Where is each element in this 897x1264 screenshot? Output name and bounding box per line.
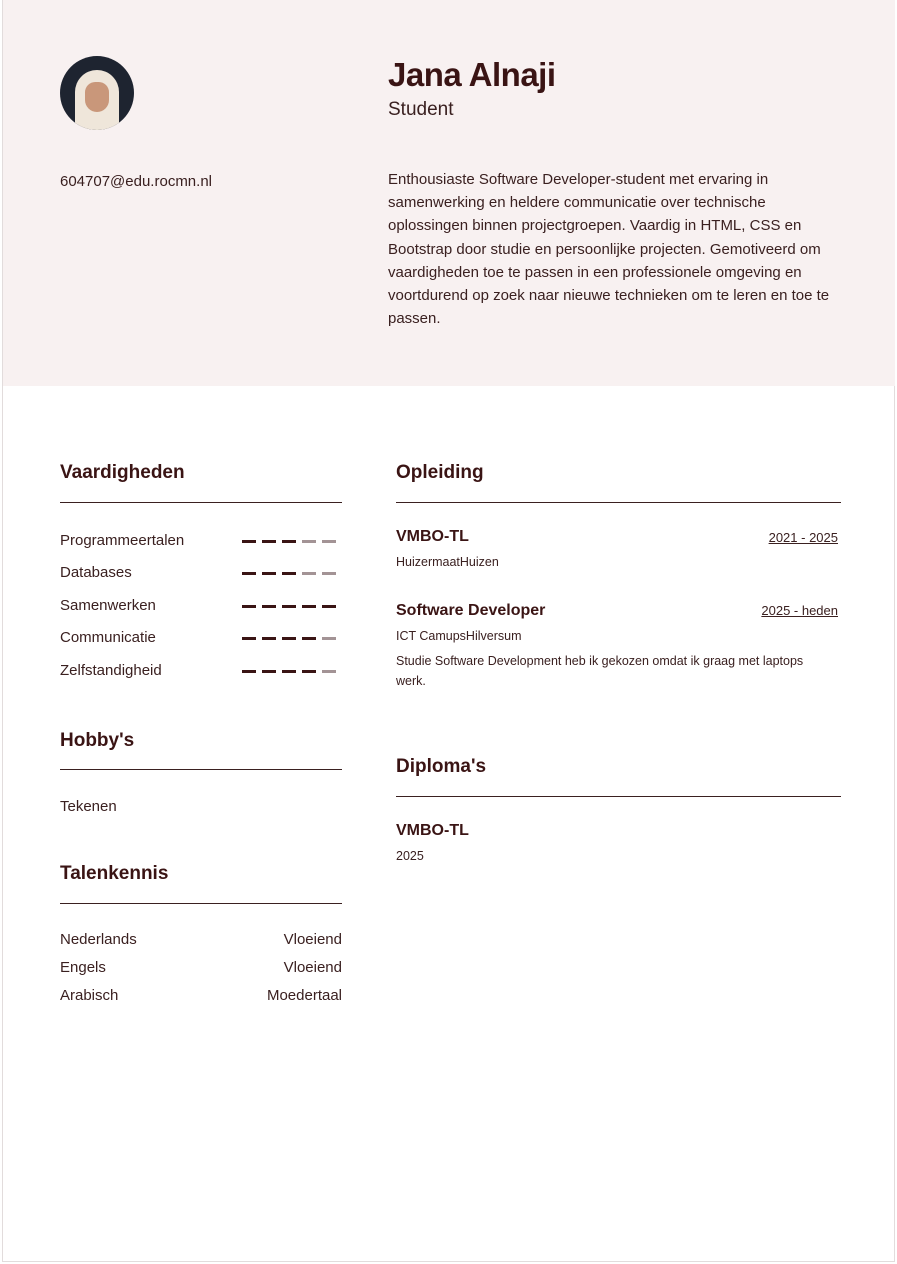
- skill-level-dash-filled: [302, 670, 316, 673]
- diploma-item-title: VMBO-TL: [396, 822, 469, 839]
- skill-label: Programmeertalen: [60, 532, 185, 549]
- skill-level-dash-filled: [262, 637, 276, 640]
- education-item-title: VMBO-TL: [396, 528, 469, 545]
- language-row: [60, 931, 342, 951]
- hobby-item: Tekenen: [60, 798, 117, 815]
- hobbies-divider: [60, 769, 342, 770]
- skills-divider: [60, 502, 342, 503]
- skill-label: Zelfstandigheid: [60, 662, 162, 679]
- languages-title: Talenkennis: [60, 863, 169, 884]
- skill-label: Databases: [60, 564, 132, 581]
- skill-row: [60, 662, 342, 682]
- skill-level-dash-filled: [282, 637, 296, 640]
- profile-summary: Enthousiaste Software Developer-student met ervaring in samenwerking en heldere communicatie over technische oplossingen binnen projectgroepen. Vaardig in HTML, CSS en Bootstrap door studie en persoonlijke projecten. Gemotiveerd om vaardigheden toe te passen in een professionele omgeving en voortdurend op zoek naar nieuwe technieken om te leren en toe te passen.: [388, 171, 830, 328]
- language-name: Nederlands: [60, 931, 137, 948]
- skill-level-dash-filled: [242, 637, 256, 640]
- skills-title: Vaardigheden: [60, 462, 185, 483]
- skill-level-dash-filled: [242, 670, 256, 673]
- skill-level-dash-empty: [302, 572, 316, 575]
- skill-level-dash-filled: [262, 605, 276, 608]
- diplomas-title: Diploma's: [396, 756, 487, 777]
- email-link[interactable]: 604707@edu.rocmn.nl: [60, 173, 212, 190]
- skill-label: Communicatie: [60, 629, 156, 646]
- skill-level-dash-filled: [282, 540, 296, 543]
- skill-level-dash-filled: [262, 670, 276, 673]
- skill-row: [60, 629, 342, 649]
- skill-row: [60, 597, 342, 617]
- hobbies-title: Hobby's: [60, 730, 135, 751]
- skill-level-dash-empty: [322, 670, 336, 673]
- skill-level-dash-filled: [322, 605, 336, 608]
- education-item-title: Software Developer: [396, 602, 546, 619]
- language-name: Arabisch: [60, 987, 119, 1004]
- skill-level-dash-empty: [322, 540, 336, 543]
- photo-face-shape: [85, 82, 109, 112]
- skill-level-dash-filled: [302, 637, 316, 640]
- education-item-dates: 2025 - heden: [761, 603, 838, 618]
- language-level: Moedertaal: [266, 987, 342, 1004]
- skill-level-indicator: [242, 670, 342, 673]
- skill-row: [60, 564, 342, 584]
- skill-level-indicator: [242, 540, 342, 543]
- education-item-institution: HuizermaatHuizen: [396, 555, 499, 569]
- skill-level-dash-empty: [322, 572, 336, 575]
- skill-row: [60, 532, 342, 552]
- profile-role: Student: [388, 99, 454, 120]
- skill-level-dash-empty: [322, 637, 336, 640]
- skill-level-dash-filled: [262, 540, 276, 543]
- skill-level-dash-filled: [282, 572, 296, 575]
- diploma-item-year: 2025: [396, 849, 424, 863]
- cv-page: [2, 0, 895, 1262]
- languages-divider: [60, 903, 342, 904]
- skill-level-indicator: [242, 637, 342, 640]
- language-level: Vloeiend: [283, 959, 342, 976]
- profile-name: Jana Alnaji: [388, 56, 556, 93]
- skill-level-dash-filled: [242, 540, 256, 543]
- cv-header: [3, 0, 895, 386]
- language-level: Vloeiend: [283, 931, 342, 948]
- language-row: [60, 959, 342, 979]
- skill-level-dash-filled: [302, 605, 316, 608]
- diplomas-divider: [396, 796, 841, 797]
- skill-level-dash-filled: [282, 670, 296, 673]
- education-item-dates: 2021 - 2025: [768, 530, 838, 545]
- skill-level-dash-filled: [242, 605, 256, 608]
- skill-level-dash-empty: [302, 540, 316, 543]
- skill-level-indicator: [242, 572, 342, 575]
- skill-level-dash-filled: [262, 572, 276, 575]
- language-row: [60, 987, 342, 1007]
- education-item-description: Studie Software Development heb ik gekozen omdat ik graag met laptops werk.: [396, 654, 804, 688]
- education-divider: [396, 502, 841, 503]
- language-name: Engels: [60, 959, 106, 976]
- skill-level-dash-filled: [282, 605, 296, 608]
- education-title: Opleiding: [396, 462, 484, 483]
- profile-photo: [60, 56, 134, 130]
- skill-level-dash-filled: [242, 572, 256, 575]
- education-item-institution: ICT CamupsHilversum: [396, 629, 522, 643]
- skill-level-indicator: [242, 605, 342, 608]
- skill-label: Samenwerken: [60, 597, 156, 614]
